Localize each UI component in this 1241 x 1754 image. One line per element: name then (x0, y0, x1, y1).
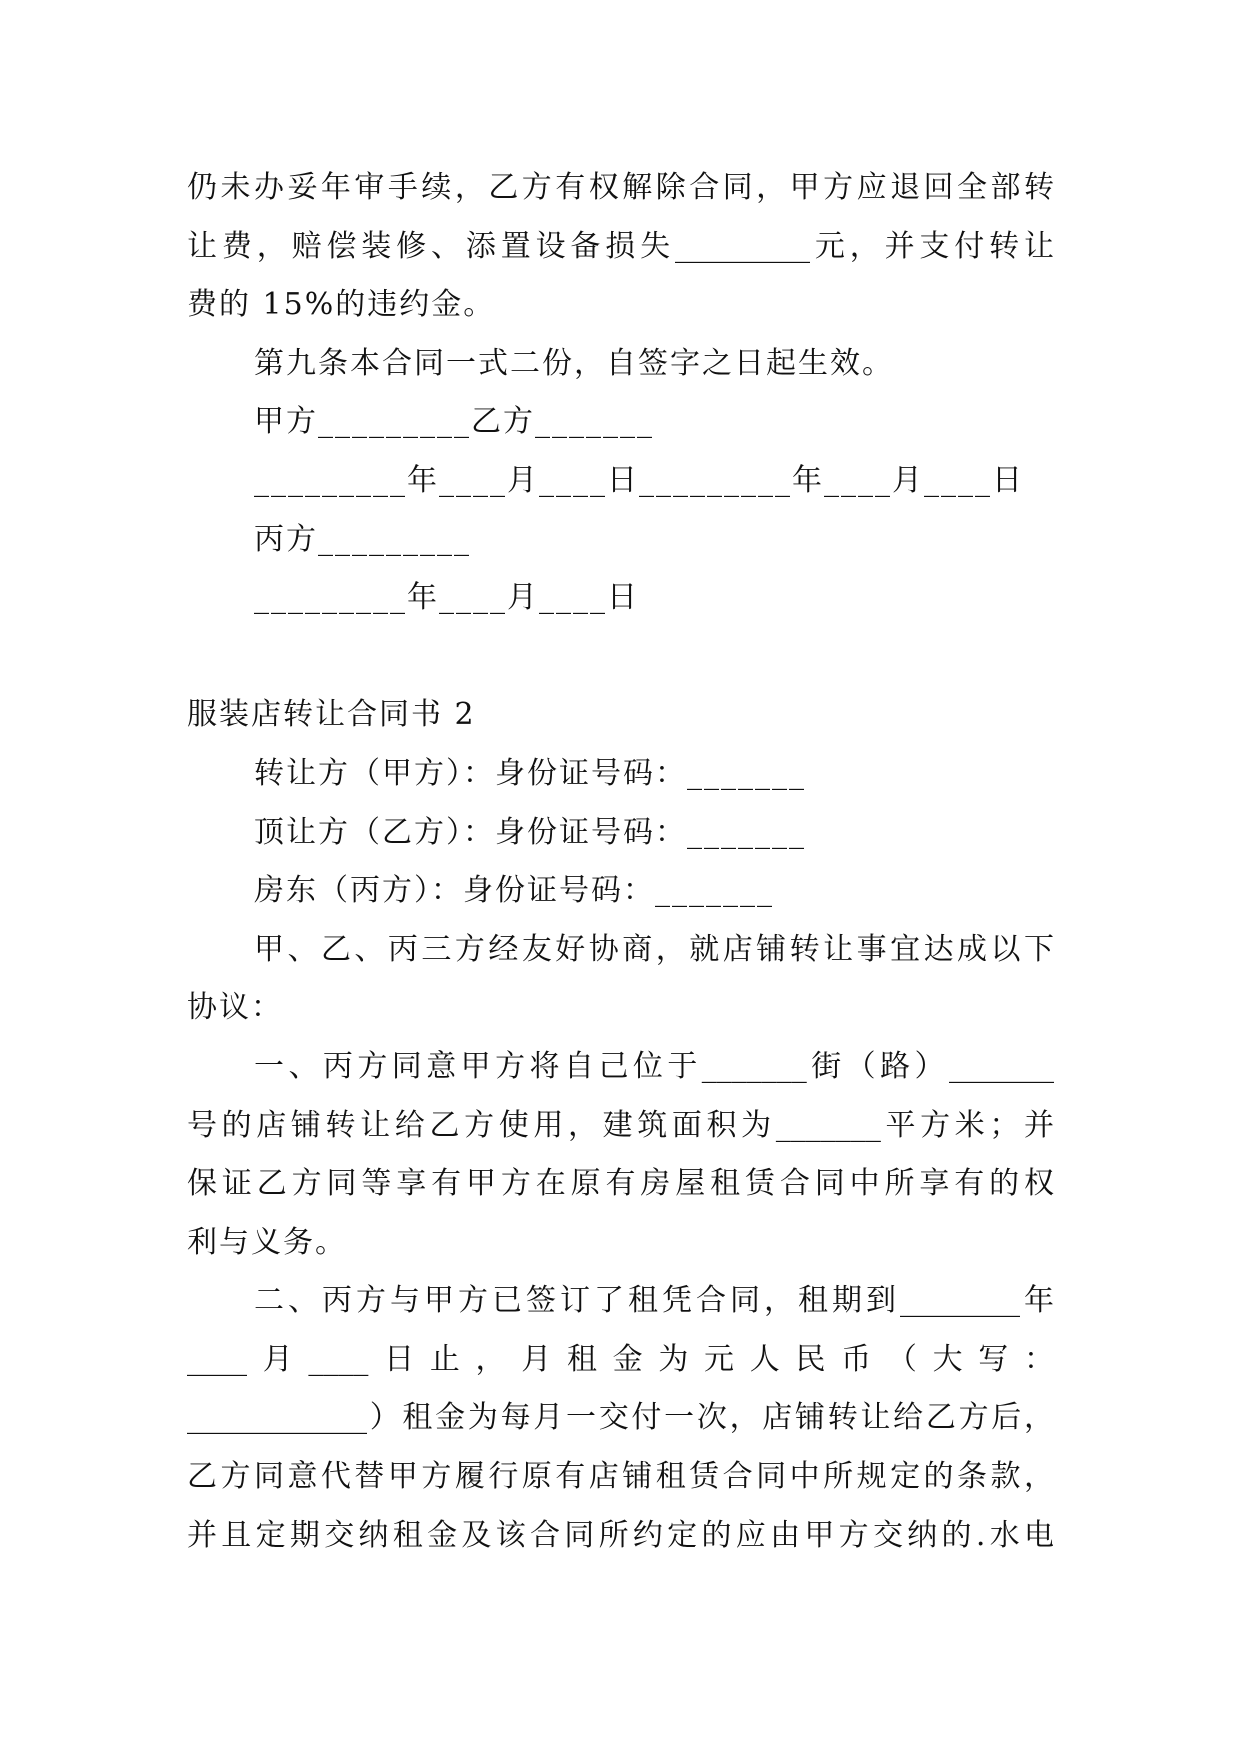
section-spacer (187, 628, 1054, 687)
clause-9: 第九条本合同一式二份，自签字之日起生效。 (254, 345, 894, 381)
party-a-id-line: 转让方（甲方）：身份证号码：_______ (254, 755, 806, 791)
article-1-line: 利与义务。 (187, 1224, 347, 1260)
clause-8-line: 费的 15%的违约金。 (187, 287, 496, 323)
article-2-line: 二、丙方与甲方已签订了租凭合同，租期到________年 (254, 1283, 1054, 1319)
article-1-line: 一、丙方同意甲方将自己位于_______街（路）_______ (254, 1048, 1054, 1084)
clause-8-line: 仍未办妥年审手续，乙方有权解除合同，甲方应退回全部转 (187, 170, 1054, 205)
preamble-line: 协议： (187, 990, 283, 1026)
signature-party-c: 丙方_________ (254, 521, 471, 557)
article-1-line: 保证乙方同等享有甲方在原有房屋租赁合同中所享有的权 (187, 1166, 1054, 1202)
signature-party-a-b: 甲方_________乙方_______ (254, 404, 654, 440)
article-2-line: ____________）租金为每月一交付一次，店铺转让给乙方后， (187, 1400, 1054, 1436)
contract-2-title: 服装店转让合同书 2 (187, 697, 476, 733)
party-b-id-line: 顶让方（乙方）：身份证号码：_______ (254, 814, 806, 850)
article-1-line: 号的店铺转让给乙方使用，建筑面积为_______平方米；并 (187, 1107, 1054, 1143)
clause-8-line: 让费，赔偿装修、添置设备损失_________元，并支付转让 (187, 228, 1054, 264)
article-2-line: 并且定期交纳租金及该合同所约定的应由甲方交纳的.水电 (187, 1517, 1054, 1553)
preamble-line: 甲、乙、丙三方经友好协商，就店铺转让事宜达成以下 (254, 931, 1054, 967)
signature-date-a-b: _________年____月____日_________年____月____日 (254, 462, 1024, 498)
party-c-id-line: 房东（丙方）：身份证号码：_______ (254, 873, 774, 909)
article-2-line: ____月____日止，月租金为元人民币（大写： (187, 1341, 1054, 1377)
article-2-line: 乙方同意代替甲方履行原有店铺租赁合同中所规定的条款， (187, 1459, 1054, 1495)
signature-date-c: _________年____月____日 (254, 580, 639, 616)
